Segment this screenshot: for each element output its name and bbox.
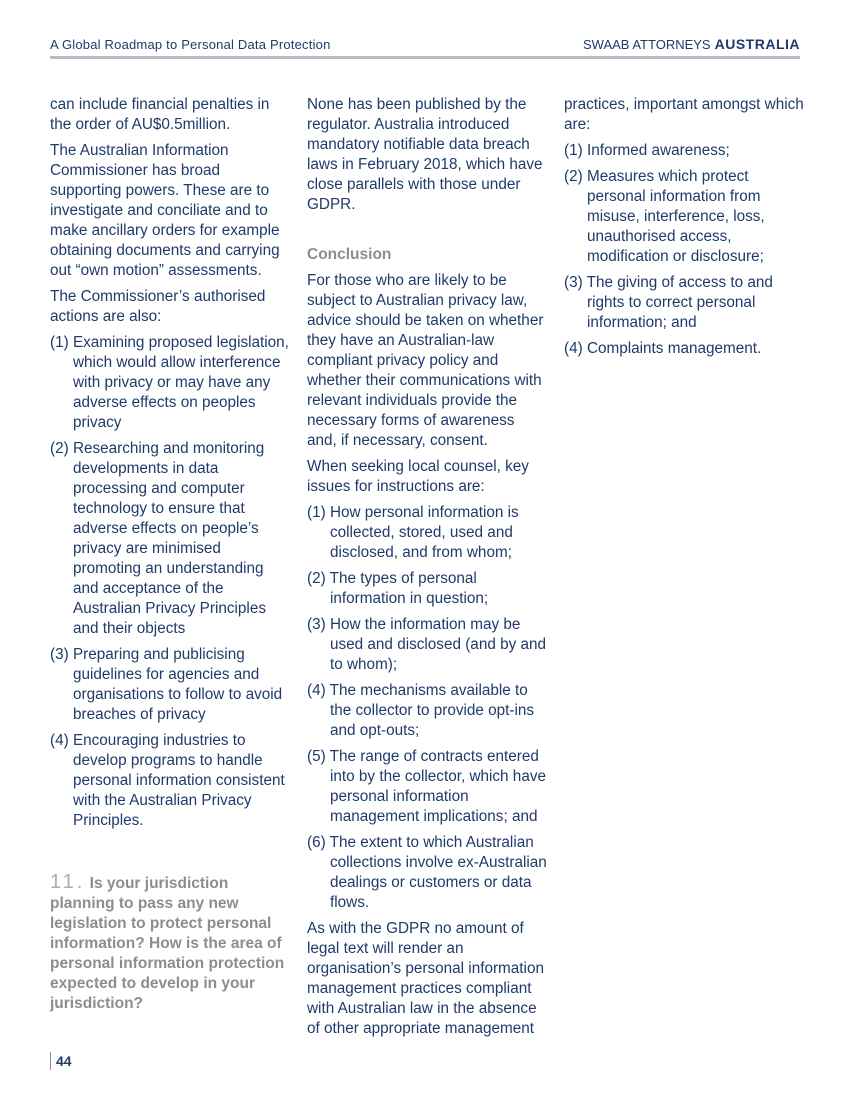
header-brand bbox=[583, 36, 800, 52]
column-1 bbox=[50, 95, 290, 837]
paragraph: The Australian Information Commissioner has broad supporting powers. These are to investigate and conciliate and to make ancillary orders for example obtaining documents and carrying out “own motion” assessments. bbox=[50, 142, 280, 279]
paragraph: For those who are likely to be subject to Australian privacy law, advice should be taken on whether they have an Australian-law compliant privacy policy and whether their communications with relevant individuals provide the necessary forms of awareness and, if necessary, consent. bbox=[307, 272, 544, 449]
list-item: (2) Researching and monitoring developments in data processing and computer technology to ensure that adverse effects on people’s privacy are minimised promoting an understanding and acceptance of the Australian Privacy Principles and their objects bbox=[50, 440, 266, 637]
list-item: (2) Measures which protect personal information from misuse, interference, loss, unauthorised access, modification or disclosure; bbox=[564, 168, 765, 265]
page-header bbox=[50, 34, 800, 59]
paragraph: None has been published by the regulator. Australia introduced mandatory notifiable data breach laws in February 2018, which have close parallels with those under GDPR. bbox=[307, 96, 543, 213]
question-11 bbox=[50, 872, 290, 1014]
question-number: 11. bbox=[50, 871, 86, 893]
column-3 bbox=[564, 95, 804, 365]
section-heading-conclusion: Conclusion bbox=[307, 246, 392, 263]
paragraph: can include financial penalties in the order of AU$0.5million. bbox=[50, 96, 270, 133]
paragraph: The Commissioner’s authorised actions are also: bbox=[50, 288, 266, 325]
list-item: (4) Complaints management. bbox=[564, 340, 762, 357]
list-item: (3) How the information may be used and disclosed (and by and to whom); bbox=[307, 616, 547, 673]
counsel-issues-list bbox=[307, 503, 547, 913]
list-item: (3) Preparing and publicising guidelines for agencies and organisations to follow to avoid breaches of privacy bbox=[50, 646, 283, 723]
management-practices-list bbox=[564, 141, 804, 359]
country-label: AUSTRALIA bbox=[714, 36, 800, 52]
list-item: (1) Examining proposed legislation, which would allow interference with privacy or may have any adverse effects on peoples privacy bbox=[50, 334, 289, 431]
column-2 bbox=[307, 95, 547, 1045]
list-item: (2) The types of personal information in question; bbox=[307, 570, 489, 607]
question-text: Is your jurisdiction planning to pass any new legislation to protect personal information? How is the area of personal information protection expected to develop in your jurisdiction? bbox=[50, 875, 285, 1012]
list-item: (3) The giving of access to and rights to correct personal information; and bbox=[564, 274, 773, 331]
list-item: (1) How personal information is collected, stored, used and disclosed, and from whom; bbox=[307, 504, 519, 561]
document-title: A Global Roadmap to Personal Data Protection bbox=[50, 37, 331, 52]
commissioner-actions-list bbox=[50, 333, 290, 831]
list-item: (1) Informed awareness; bbox=[564, 142, 730, 159]
paragraph: When seeking local counsel, key issues for instructions are: bbox=[307, 458, 529, 495]
page-number: 44 bbox=[56, 1053, 72, 1069]
paragraph: practices, important amongst which are: bbox=[564, 96, 804, 133]
list-item: (4) The mechanisms available to the collector to provide opt-ins and opt-outs; bbox=[307, 682, 535, 739]
paragraph: As with the GDPR no amount of legal text will render an organisation’s personal information management practices compliant with Australian law in the absence of other appropriate management bbox=[307, 920, 544, 1037]
firm-name: SWAAB ATTORNEYS bbox=[582, 37, 711, 52]
list-item: (4) Encouraging industries to develop programs to handle personal information consistent with the Australian Privacy Principles. bbox=[50, 732, 285, 829]
list-item: (5) The range of contracts entered into by the collector, which have personal information management implications; and bbox=[307, 748, 546, 825]
page-footer bbox=[50, 1052, 72, 1072]
list-item: (6) The extent to which Australian collections involve ex-Australian dealings or customers or data flows. bbox=[307, 834, 547, 911]
footer-divider bbox=[50, 1052, 51, 1070]
